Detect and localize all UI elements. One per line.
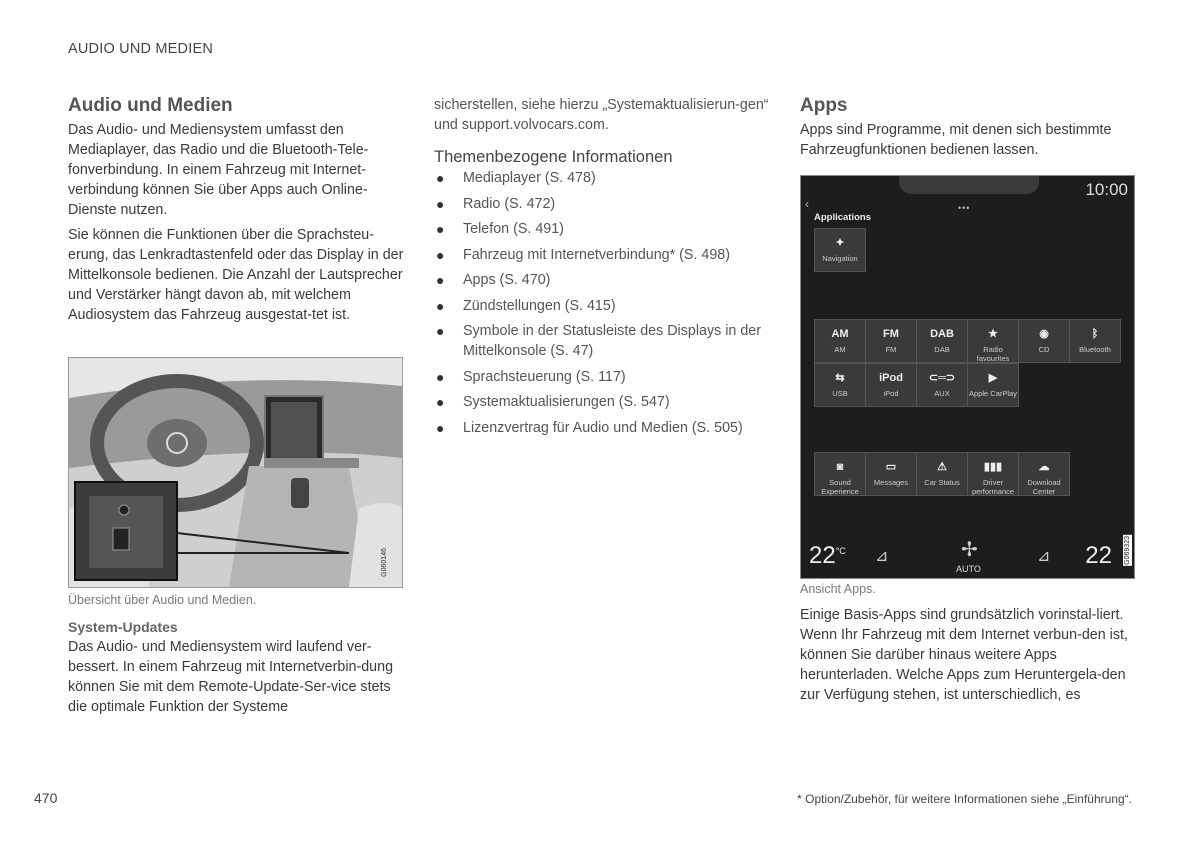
related-info-heading: Themenbezogene Informationen <box>434 148 673 166</box>
updates-paragraph: Das Audio- und Mediensystem wird laufend ver-bessert. In einem Fahrzeug mit Internetverbin-dung können Sie mit dem Remote-Update-Ser-vice stets die optimale Funktion der Systeme <box>68 639 394 715</box>
bullet-icon: ● <box>436 221 445 237</box>
section-heading-apps: Apps <box>800 95 848 116</box>
related-link[interactable]: ● Sprachsteuerung (S. 117) <box>436 368 626 385</box>
tile-sound-experience: ◙ Sound Experience <box>814 452 866 496</box>
subheading-system-updates: System-Updates <box>68 619 178 635</box>
apps-basis-paragraph: Einige Basis-Apps sind grundsätzlich vorinstal-liert. Wenn Ihr Fahrzeug mit dem Internet verbun-den ist, können Sie darüber hinaus weitere Apps herunterladen. Welche Apps zum Heruntergela-den zur Verfügung stehen, ist unterschiedlich, es <box>800 607 1128 703</box>
bullet-icon: ● <box>436 170 445 186</box>
page-number: 470 <box>34 790 58 806</box>
bluetooth-icon: ᛒ <box>1091 328 1099 340</box>
bullet-icon: ● <box>436 394 445 410</box>
bullet-icon: ● <box>436 368 445 385</box>
disc-icon: ◉ <box>1039 328 1049 340</box>
continued-paragraph: sicherstellen, siehe hierzu „Systemaktualisierun-gen“ und support.volvocars.com. <box>434 97 769 133</box>
tile-dab: DAB DAB <box>916 319 968 363</box>
figure-caption-audio: Übersicht über Audio und Medien. <box>68 593 257 607</box>
apps-intro-paragraph: Apps sind Programme, mit denen sich bestimmte Fahrzeugfunktionen bedienen lassen. <box>800 122 1112 158</box>
status-bar-handle <box>899 176 1039 194</box>
bullet-icon: ● <box>436 419 445 436</box>
bar-chart-icon: ▮▮▮ <box>983 461 1003 473</box>
cloud-download-icon: ☁ <box>1038 461 1050 473</box>
dashboard-illustration <box>69 358 402 587</box>
fm-radio-icon: FM <box>883 328 899 340</box>
dashboard-figure <box>68 357 403 588</box>
related-link[interactable]: ● Telefon (S. 491) <box>436 221 564 237</box>
back-arrow-icon: ‹ <box>805 197 809 211</box>
page-indicator-icon: ••• <box>958 203 971 213</box>
tile-download-center: ☁ Download Center <box>1018 452 1070 496</box>
screen-clock: 10:00 <box>1085 180 1128 199</box>
tile-driver-performance: ▮▮▮ Driver performance <box>967 452 1019 496</box>
message-icon: ▭ <box>885 461 897 473</box>
usb-icon: ⇆ <box>835 372 845 384</box>
bullet-icon: ● <box>436 272 445 288</box>
am-radio-icon: AM <box>831 328 849 340</box>
seat-right-icon: ⊿ <box>1037 548 1051 565</box>
tile-cd: ◉ CD <box>1018 319 1070 363</box>
tile-fm: FM FM <box>865 319 917 363</box>
bullet-icon: ● <box>436 195 445 212</box>
warning-icon: ⚠ <box>937 461 947 473</box>
figure-code: G060146 <box>381 548 388 577</box>
tile-navigation: ✦ Navigation <box>814 228 866 272</box>
star-icon: ★ <box>988 328 998 340</box>
screen-figure-code: G069323 <box>1124 536 1131 565</box>
tile-carplay: ▶ Apple CarPlay <box>967 363 1019 407</box>
speaker-icon: ◙ <box>836 461 844 473</box>
compass-icon: ✦ <box>835 237 845 249</box>
control-paragraph: Sie können die Funktionen über die Sprachsteu-erung, das Lenkradtastenfeld oder das Display in der Mittelkonsole bedienen. Die Anzahl der Lautsprecher und Verstärker hängt davon ab, mit welchem Audiosystem das Fahrzeug ausgestat-tet ist. <box>68 227 404 323</box>
related-link[interactable]: ● Radio (S. 472) <box>436 195 556 212</box>
intro-paragraph: Das Audio- und Mediensystem umfasst den Mediaplayer, das Radio und die Bluetooth-Tele-fonverbindung. In einem Fahrzeug mit Internet-verbindung können Sie über Apps auch Online-Dienste nutzen. <box>68 122 369 218</box>
tile-am: AM AM <box>814 319 866 363</box>
carplay-icon: ▶ <box>988 372 998 384</box>
related-link[interactable]: ● Apps (S. 470) <box>436 272 551 288</box>
tile-usb: ⇆ USB <box>814 363 866 407</box>
bullet-icon: ● <box>436 297 445 314</box>
seat-left-icon: ⊿ <box>875 548 889 565</box>
tile-bluetooth: ᛒ Bluetooth <box>1069 319 1121 363</box>
figure-caption-apps: Ansicht Apps. <box>800 582 876 596</box>
section-heading-audio: Audio und Medien <box>68 95 233 116</box>
tile-car-status: ⚠ Car Status <box>916 452 968 496</box>
bullet-icon: ● <box>436 246 445 263</box>
fan-icon: ✢ <box>961 539 978 561</box>
screen-title: Applications <box>814 212 872 223</box>
related-links-list <box>434 168 774 443</box>
tile-messages: ▭ Messages <box>865 452 917 496</box>
related-link[interactable]: ● Systemaktualisierungen (S. 547) <box>436 394 670 410</box>
related-link[interactable]: ● Zündstellungen (S. 415) <box>436 297 616 314</box>
dab-radio-icon: DAB <box>930 328 954 340</box>
temp-left: $22^{^\circ C}$ <box>809 542 846 569</box>
apps-screen-figure <box>800 175 1135 579</box>
related-link[interactable]: ● Lizenzvertrag für Audio und Medien (S. 505) <box>436 419 743 436</box>
ipod-icon: iPod <box>879 372 903 384</box>
footnote: * Option/Zubehör, für weitere Informationen siehe „Einführung“. <box>797 792 1132 806</box>
aux-plug-icon: ⊂═⊃ <box>928 372 956 384</box>
tile-ipod: iPod iPod <box>865 363 917 407</box>
related-link[interactable]: ● Mediaplayer (S. 478) <box>436 170 596 186</box>
related-link[interactable]: ● Fahrzeug mit Internetverbindung* (S. 498) <box>436 246 731 263</box>
tile-radio-favourites: ★ Radio favourites <box>967 319 1019 363</box>
related-link[interactable]: ● Symbole in der Statusleiste des Displays in der Mittelkonsole (S. 47) <box>436 323 761 359</box>
temp-right: 22 <box>1085 542 1112 569</box>
running-header: AUDIO UND MEDIEN <box>68 41 213 57</box>
auto-label: AUTO <box>956 564 981 574</box>
tile-aux: ⊂═⊃ AUX <box>916 363 968 407</box>
bullet-icon: ● <box>436 323 445 339</box>
